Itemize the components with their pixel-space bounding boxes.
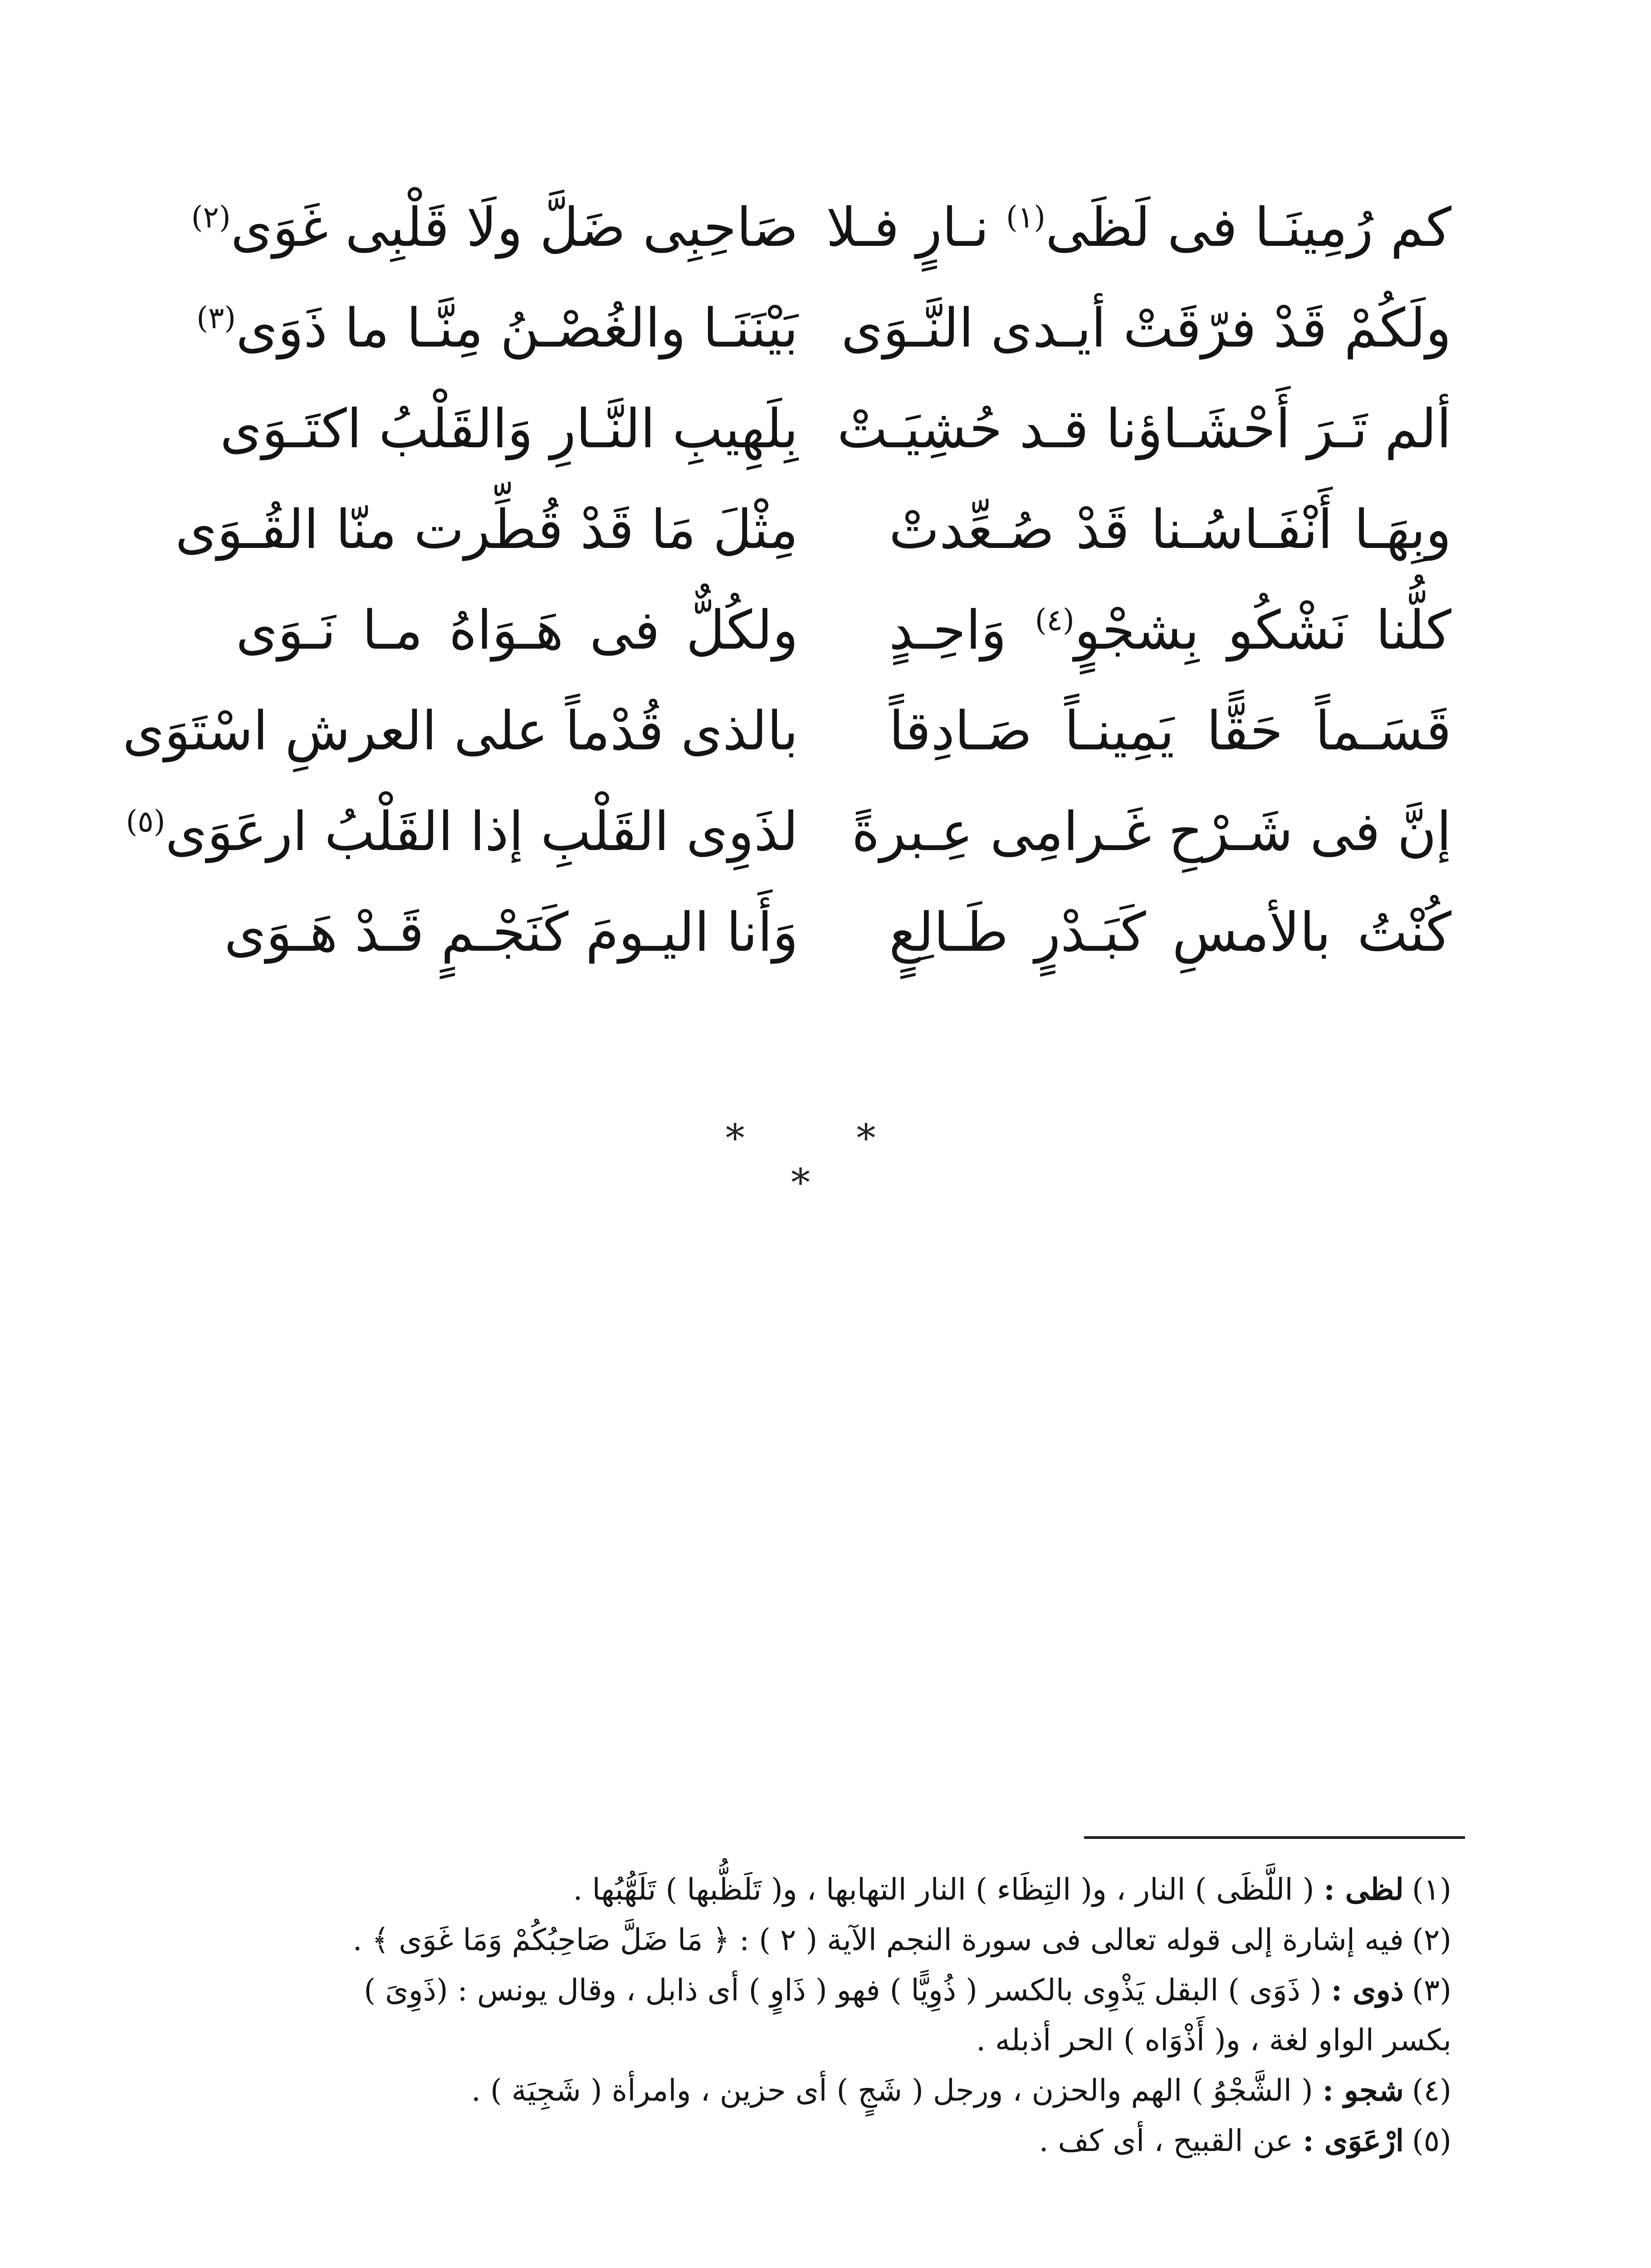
- footnote-number: (٥): [1412, 2123, 1451, 2158]
- hemistich-text: بَيْنَنَـا والغُصْـنُ مِنَّـا ما ذَوَى: [236, 297, 798, 359]
- hemistich-left: [224, 901, 798, 963]
- hemistich-right: [837, 397, 1451, 460]
- footnote-marker: (٢): [191, 200, 231, 235]
- hemistich-left: [191, 196, 798, 259]
- verse: [196, 278, 1451, 378]
- verse: [191, 177, 1451, 278]
- footnote-text: ( الشَّجْوُ ) الهم والحزن ، ورجل ( شَجٍ ) أى حزين ، وامرأة ( شَجِيَة ) .: [471, 2073, 1323, 2108]
- footnote-number: (١): [1412, 1872, 1451, 1907]
- footnotes: [218, 1864, 1451, 2166]
- footnote-text: ( اللَّظَى ) النار ، و( التِظَاء ) النار التهابها ، و( تَلَظُّبها ) تَلَهُّبُها .: [573, 1872, 1324, 1907]
- hemistich-text: وَاحِـدٍ: [889, 599, 1035, 661]
- hemistich-text: قَسَـماً حَقًّا يَمِينـاً صَـادِقاً: [889, 699, 1451, 762]
- verse: [224, 882, 1451, 982]
- hemistich-text: ألم تَـرَ أَحْشَـاؤنا قـد حُشِيَـتْ: [837, 397, 1451, 460]
- footnote-text: فيه إشارة إلى قوله تعالى فى سورة النجم الآية ( ٢ ) : ﴿ مَا ضَلَّ صَاحِبُكُمْ وَمَا غَوَى ﴾ .: [352, 1922, 1404, 1957]
- footnote-text: ( ذَوَى ) البقل يَذْوِى بالكسر ( ذُوِيًّا ) فهو ( ذَاوٍ ) أى ذابل ، وقال يونس : (ذَوِىَ ): [364, 1973, 1331, 2008]
- hemistich-right: [889, 498, 1451, 561]
- hemistich-left: [126, 800, 798, 863]
- footnote-headword: ارْعَوَى :: [1303, 2123, 1404, 2158]
- footnote-number: (٤): [1412, 2073, 1451, 2108]
- footnote-number: (٣): [1412, 1973, 1451, 2008]
- hemistich-text: كم رُمِينَـا فى لَظَى: [1045, 196, 1451, 259]
- hemistich-right: [889, 599, 1451, 661]
- footnote-3-continued: [218, 2015, 1451, 2065]
- hemistich-right: [841, 297, 1451, 359]
- footnote-marker: (٥): [126, 804, 166, 839]
- hemistich-text: بالذى قُدْماً على العرشِ اسْتَوَى: [122, 699, 798, 762]
- hemistich-right: [889, 901, 1451, 963]
- hemistich-right: [851, 800, 1451, 863]
- section-separator: * * *: [725, 1116, 926, 1205]
- footnote-marker: (٣): [196, 300, 236, 336]
- footnote-2: [218, 1915, 1451, 1965]
- footnote-marker: (١): [1006, 200, 1045, 235]
- footnote-marker: (٤): [1035, 602, 1075, 638]
- footnote-text: بكسر الواو لغة ، و( أَذْوَاه ) الحر أذبله .: [976, 2023, 1451, 2058]
- hemistich-left: [122, 699, 798, 762]
- verse: [122, 680, 1451, 781]
- hemistich-right: [889, 699, 1451, 762]
- verse: [236, 580, 1451, 680]
- hemistich-text: لذَوِى القَلْبِ إذا القَلْبُ ارعَوَى: [165, 800, 798, 863]
- footnote-headword: شجو :: [1322, 2072, 1404, 2108]
- hemistich-right: [826, 196, 1451, 259]
- hemistich-left: [236, 599, 798, 661]
- hemistich-text: كُنْتُ بالأمسِ كَبَـدْرٍ طَـالِعٍ: [889, 901, 1451, 963]
- hemistich-text: ولَكُمْ قَدْ فرّقَتْ أيـدى النَّـوَى: [841, 297, 1451, 359]
- verse: [126, 781, 1451, 882]
- hemistich-text: نـارٍ فـلا: [826, 196, 1006, 259]
- footnote-4: [218, 2065, 1451, 2116]
- verse: [220, 378, 1451, 479]
- hemistich-left: [196, 297, 798, 359]
- verse: [175, 479, 1451, 580]
- hemistich-text: صَاحِبِى ضَلَّ ولَا قَلْبِى غَوَى: [230, 196, 798, 259]
- hemistich-text: بِلَهِيبِ النَّـارِ وَالقَلْبُ اكتَـوَى: [220, 397, 798, 460]
- hemistich-text: وبِهَـا أَنْفَـاسُـنا قَدْ صُـعِّدتْ: [889, 498, 1451, 561]
- footnote-number: (٢): [1412, 1922, 1451, 1957]
- footnote-1: [218, 1864, 1451, 1915]
- footnote-3: [218, 1965, 1451, 2015]
- hemistich-text: ولكُلٌّ فى هَـوَاهُ مـا نَـوَى: [236, 599, 798, 661]
- footnote-headword: ذوى :: [1331, 1972, 1404, 2008]
- footnote-divider: [1084, 1836, 1465, 1839]
- footnote-text: عن القبيح ، أى كف .: [1039, 2123, 1303, 2158]
- footnote-5: [218, 2116, 1451, 2166]
- hemistich-text: كلُّنا نَشْكُو بِشجْوٍ: [1074, 599, 1451, 661]
- hemistich-text: إنَّ فى شَـرْحِ غَـرامِى عِـبرةً: [851, 800, 1451, 863]
- hemistich-left: [220, 397, 798, 460]
- footnote-headword: لظى :: [1324, 1872, 1404, 1907]
- hemistich-left: [175, 498, 798, 561]
- hemistich-text: وَأَنا اليـومَ كَنَجْـمٍ قَـدْ هَـوَى: [224, 901, 798, 963]
- poem: [122, 177, 1451, 982]
- hemistich-text: مِثْلَ مَا قَدْ قُطِّرت منّا القُـوَى: [175, 498, 798, 561]
